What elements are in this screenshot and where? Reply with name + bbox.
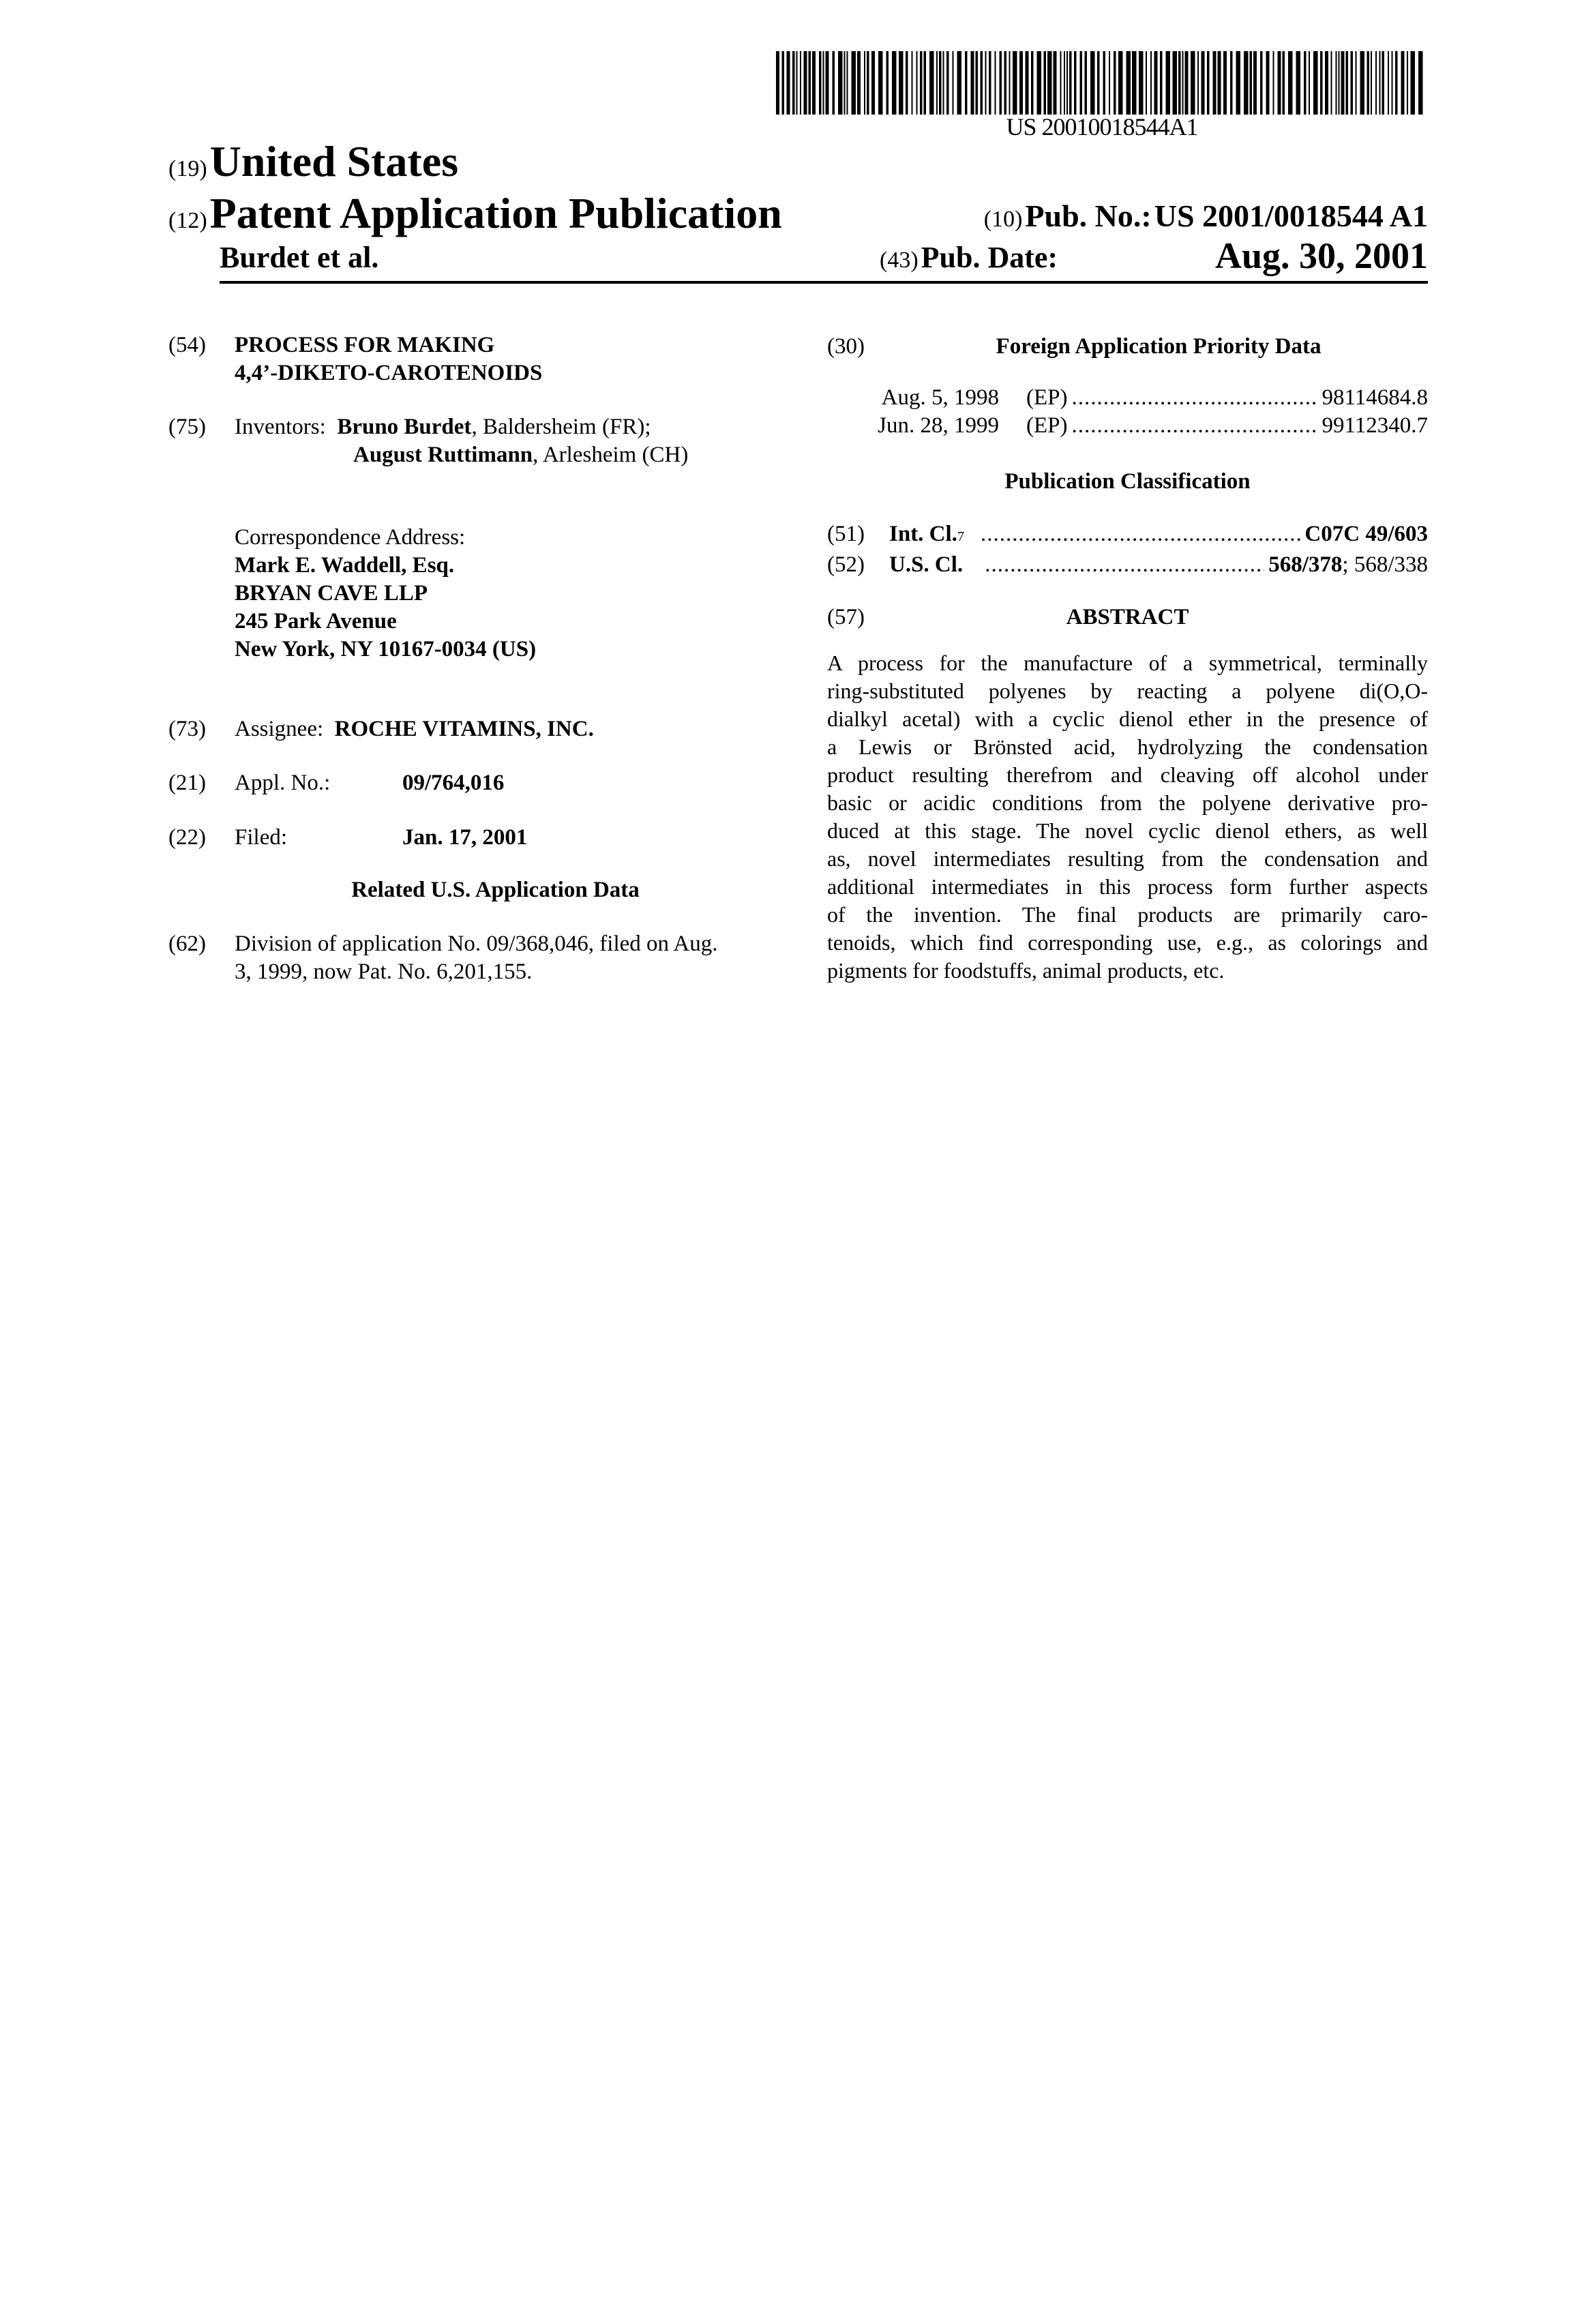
barcode-bar — [852, 51, 856, 115]
priority-number: 98114684.8 — [1322, 384, 1428, 412]
barcode-bar — [1320, 51, 1323, 115]
header-divider — [220, 281, 1428, 284]
assignee-label: Assignee: — [235, 717, 323, 741]
barcode-bar — [809, 51, 811, 115]
country-code: (19) — [168, 156, 207, 181]
barcode-bar — [1060, 51, 1062, 115]
barcode-bar — [1253, 51, 1257, 115]
dot-leader — [985, 551, 1264, 579]
dot-leader — [1072, 412, 1318, 440]
barcode-bar — [1197, 51, 1199, 115]
division-line: 3, 1999, now Pat. No. 6,201,155. — [235, 958, 718, 986]
abstract-line: a Lewis or Brönsted acid, hydrolyzing the condensation — [827, 733, 1428, 761]
foreign-code: (30) — [827, 333, 865, 361]
assignee: ROCHE VITAMINS, INC. — [335, 717, 594, 741]
barcode-bar — [1304, 51, 1307, 115]
priority-number: 99112340.7 — [1322, 412, 1428, 440]
abstract-line: dialkyl acetal) with a cyclic dienol ether in the presence of — [827, 705, 1428, 733]
barcode-bar — [1360, 51, 1365, 115]
classification-heading: Publication Classification — [827, 468, 1428, 496]
correspondence-line: 245 Park Avenue — [235, 608, 536, 636]
barcode-bar — [871, 51, 875, 115]
abstract-heading: ABSTRACT — [827, 604, 1428, 631]
barcode-bar — [1047, 51, 1052, 115]
int-cl-row — [827, 520, 1428, 551]
barcode-bar — [833, 51, 835, 115]
dot-leader — [981, 520, 1300, 548]
barcode-bar — [867, 51, 869, 115]
barcode-bar — [1379, 51, 1381, 115]
barcode-bar — [1351, 51, 1354, 115]
barcode-bar — [857, 51, 861, 115]
barcode-bar — [1080, 51, 1083, 115]
country-line — [168, 136, 458, 187]
barcode-bar — [995, 51, 996, 115]
barcode-bar — [1401, 51, 1405, 115]
title-line: PROCESS FOR MAKING — [235, 331, 542, 359]
barcode-bar — [1218, 51, 1221, 115]
barcode-bar — [1109, 51, 1110, 115]
barcode-bar — [1331, 51, 1332, 115]
barcode-bar — [1103, 51, 1106, 115]
correspondence-line: BRYAN CAVE LLP — [235, 580, 536, 608]
barcode-bar — [1090, 51, 1095, 115]
barcode-bar — [943, 51, 944, 115]
filed-date: Jan. 17, 2001 — [402, 824, 527, 852]
filed-code: (22) — [168, 824, 206, 852]
barcode-bar — [1037, 51, 1042, 115]
barcode-bar — [953, 51, 954, 115]
barcode-bar — [916, 51, 918, 115]
barcode-bar — [1066, 51, 1068, 115]
barcode-bar — [1191, 51, 1195, 115]
priority-office: (EP) — [1026, 412, 1068, 440]
barcode-bar — [1250, 51, 1253, 115]
pub-no: US 2001/0018544 A1 — [1154, 198, 1428, 233]
us-cl-label: U.S. Cl. — [889, 551, 963, 579]
appl-no: 09/764,016 — [402, 769, 504, 797]
barcode-bar — [1288, 51, 1293, 115]
priority-office: (EP) — [1026, 384, 1068, 412]
title — [235, 331, 542, 387]
barcode-bar — [1146, 51, 1147, 115]
barcode-bar — [1069, 51, 1072, 115]
barcode-bar — [1336, 51, 1337, 115]
abstract-code: (57) — [827, 604, 865, 631]
barcode-bar — [906, 51, 908, 115]
inventor-place: , Baldersheim (FR); — [471, 415, 651, 439]
barcode-bar — [899, 51, 904, 115]
publication-type-line — [168, 188, 782, 239]
barcode — [776, 51, 1428, 115]
barcode-bar — [1356, 51, 1357, 115]
int-cl-code: (51) — [827, 520, 889, 548]
appl-label: Appl. No.: — [235, 769, 330, 797]
abstract-line: A process for the manufacture of a symmetrical, terminally — [827, 649, 1428, 677]
barcode-bar — [1230, 51, 1233, 115]
barcode-bar — [804, 51, 807, 115]
barcode-bar — [1026, 51, 1029, 115]
abstract-line: additional intermediates in this process form further aspects — [827, 873, 1428, 901]
barcode-bar — [1000, 51, 1002, 115]
barcode-bar — [1283, 51, 1285, 115]
inventors-code: (75) — [168, 413, 206, 441]
appl-code: (21) — [168, 769, 206, 797]
barcode-bar — [1044, 51, 1047, 115]
publication-type: Patent Application Publication — [210, 189, 782, 237]
barcode-bar — [1313, 51, 1318, 115]
barcode-bar — [823, 51, 824, 115]
barcode-bar — [965, 51, 968, 115]
barcode-bar — [792, 51, 795, 115]
division-code: (62) — [168, 930, 206, 958]
barcode-bar — [976, 51, 979, 115]
us-cl-row — [827, 551, 1428, 579]
barcode-bar — [1371, 51, 1372, 115]
barcode-bar — [981, 51, 983, 115]
barcode-bar — [864, 51, 865, 115]
barcode-bar — [776, 51, 779, 115]
classification-list — [827, 520, 1428, 579]
barcode-bar — [929, 51, 934, 115]
abstract-line: of the invention. The final products are primarily caro- — [827, 901, 1428, 929]
barcode-bar — [819, 51, 822, 115]
barcode-bar — [1244, 51, 1249, 115]
related-heading: Related U.S. Application Data — [235, 876, 756, 904]
barcode-bar — [1013, 51, 1017, 115]
barcode-bar — [1339, 51, 1340, 115]
title-code: (54) — [168, 331, 206, 359]
barcode-bar — [1266, 51, 1270, 115]
barcode-bar — [1202, 51, 1205, 115]
barcode-bar — [1085, 51, 1088, 115]
barcode-bar — [1004, 51, 1007, 115]
barcode-bar — [838, 51, 843, 115]
barcode-bar — [1223, 51, 1227, 115]
barcode-bar — [1173, 51, 1178, 115]
barcode-bar — [989, 51, 991, 115]
barcode-bar — [1118, 51, 1123, 115]
barcode-bar — [847, 51, 848, 115]
barcode-bar — [1260, 51, 1263, 115]
filed-label: Filed: — [235, 824, 287, 852]
barcode-bar — [1166, 51, 1171, 115]
barcode-bar — [782, 51, 785, 115]
barcode-bar — [1160, 51, 1163, 115]
priority-list — [852, 384, 1428, 440]
barcode-bar — [920, 51, 923, 115]
barcode-bar — [1407, 51, 1408, 115]
barcode-bar — [1009, 51, 1011, 115]
barcode-bar — [985, 51, 987, 115]
barcode-bar — [1388, 51, 1389, 115]
abstract-line: pigments for foodstuffs, animal products, etc. — [827, 957, 1428, 985]
inventor-place: , Arlesheim (CH) — [533, 443, 688, 467]
barcode-bar — [1236, 51, 1241, 115]
barcode-bar — [878, 51, 883, 115]
assignee-row — [235, 715, 594, 743]
priority-date: Aug. 5, 1998 — [852, 384, 999, 412]
barcode-bar — [800, 51, 801, 115]
barcode-bar — [1182, 51, 1184, 115]
barcode-bar — [1392, 51, 1393, 115]
abstract-line: product resulting therefrom and cleaving off alcohol under — [827, 761, 1428, 789]
barcode-bar — [1273, 51, 1274, 115]
barcode-number: US 20010018544A1 — [776, 113, 1428, 141]
barcode-bar — [946, 51, 949, 115]
pub-date-label: Pub. Date: — [921, 241, 1058, 274]
country: United States — [210, 137, 458, 185]
barcode-bar — [1375, 51, 1377, 115]
barcode-bar — [844, 51, 846, 115]
barcode-bar — [1341, 51, 1345, 115]
barcode-bar — [1054, 51, 1057, 115]
correspondence-label: Correspondence Address: — [235, 524, 536, 552]
barcode-bar — [812, 51, 816, 115]
abstract-line: tenoids, which find corresponding use, e.g., as colorings and — [827, 929, 1428, 957]
barcode-bar — [1367, 51, 1370, 115]
inventor-name: August Ruttimann — [353, 443, 533, 467]
barcode-bar — [1064, 51, 1065, 115]
barcode-bar — [892, 51, 897, 115]
foreign-heading: Foreign Application Priority Data — [889, 333, 1428, 361]
barcode-bar — [1418, 51, 1423, 115]
int-cl-edition: 7 — [957, 523, 964, 551]
barcode-bar — [912, 51, 913, 115]
barcode-bar — [1150, 51, 1152, 115]
pub-no-label: Pub. No.: — [1025, 198, 1151, 233]
barcode-bar — [924, 51, 927, 115]
type-code: (12) — [168, 208, 207, 233]
assignee-code: (73) — [168, 715, 206, 743]
barcode-bar — [1309, 51, 1310, 115]
barcode-bar — [886, 51, 889, 115]
priority-date: Jun. 28, 1999 — [852, 412, 999, 440]
barcode-bar — [939, 51, 942, 115]
division-text — [235, 930, 718, 986]
barcode-bar — [1325, 51, 1328, 115]
pub-date-line — [880, 240, 1428, 275]
barcode-bar — [936, 51, 938, 115]
abstract-line: ring-substituted polyenes by reacting a polyene di(O,O- — [827, 677, 1428, 705]
barcode-bar — [957, 51, 962, 115]
barcode-bar — [1382, 51, 1385, 115]
pub-date-code: (43) — [880, 248, 919, 273]
title-line: 4,4’-DIKETO-CAROTENOIDS — [235, 359, 542, 387]
inventors-label: Inventors: — [235, 415, 326, 439]
barcode-bar — [826, 51, 829, 115]
inventors — [235, 413, 688, 469]
us-cl-secondary: ; 568/338 — [1342, 551, 1428, 579]
barcode-bar — [1097, 51, 1100, 115]
barcode-bar — [1019, 51, 1023, 115]
barcode-bar — [796, 51, 798, 115]
barcode-bar — [1207, 51, 1210, 115]
abstract-line: duced at this stage. The novel cyclic dienol ethers, as well — [827, 817, 1428, 845]
barcode-bar — [1031, 51, 1034, 115]
abstract-line: basic or acidic conditions from the polyene derivative pro- — [827, 789, 1428, 817]
correspondence-line: Mark E. Waddell, Esq. — [235, 552, 536, 580]
barcode-bar — [1346, 51, 1349, 115]
abstract-body — [827, 649, 1428, 985]
barcode-bar — [971, 51, 974, 115]
barcode-bar — [1296, 51, 1301, 115]
us-cl-code: (52) — [827, 551, 889, 579]
barcode-bar — [1411, 51, 1416, 115]
priority-row — [852, 412, 1428, 440]
pub-date: Aug. 30, 2001 — [1215, 235, 1428, 277]
barcode-bar — [1132, 51, 1137, 115]
correspondence-address — [235, 524, 536, 664]
int-cl-value: C07C 49/603 — [1304, 520, 1428, 548]
int-cl-label: Int. Cl. — [889, 520, 957, 548]
correspondence-line: New York, NY 10167-0034 (US) — [235, 636, 536, 664]
barcode-bar — [1185, 51, 1189, 115]
barcode-bar — [1395, 51, 1398, 115]
inventor-short: Burdet et al. — [220, 240, 378, 275]
pub-no-line — [880, 198, 1428, 234]
priority-row — [852, 384, 1428, 412]
barcode-bar — [1139, 51, 1144, 115]
dot-leader — [1072, 384, 1318, 412]
barcode-bar — [1178, 51, 1181, 115]
barcode-bar — [1213, 51, 1217, 115]
barcode-bar — [787, 51, 790, 115]
pub-no-code: (10) — [984, 207, 1023, 232]
barcode-bar — [1074, 51, 1077, 115]
inventor-name: Bruno Burdet — [337, 415, 471, 439]
abstract-line: as, novel intermediates resulting from the condensation and — [827, 845, 1428, 873]
us-cl-primary: 568/378 — [1268, 551, 1342, 579]
barcode-bar — [1278, 51, 1281, 115]
barcode-bar — [1114, 51, 1116, 115]
barcode-bar — [1154, 51, 1158, 115]
division-line: Division of application No. 09/368,046, filed on Aug. — [235, 930, 718, 958]
barcode-bar — [1126, 51, 1131, 115]
